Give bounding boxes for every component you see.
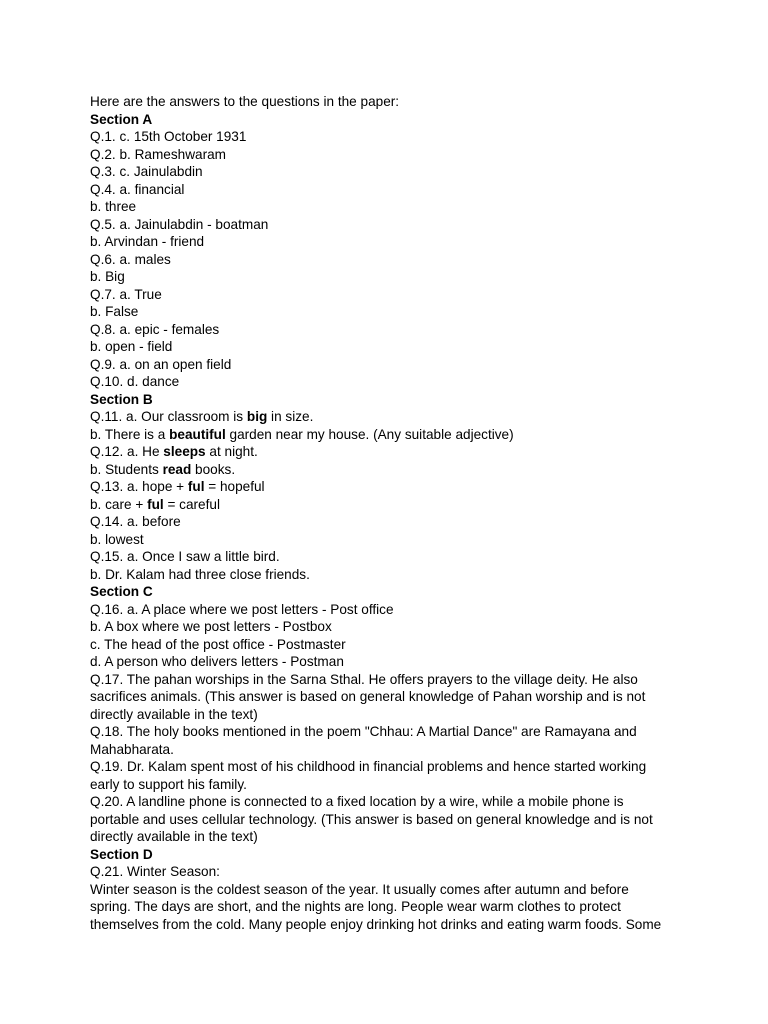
answer-text: books. <box>191 461 236 477</box>
bold-answer-word: ful <box>147 496 164 512</box>
answer-line <box>90 286 690 304</box>
answer-line <box>90 356 690 374</box>
answer-text: Mahabharata. <box>90 741 174 757</box>
answer-line <box>90 426 690 444</box>
answer-text: Q.20. A landline phone is connected to a fixed location by a wire, while a mobile phone is <box>90 794 624 809</box>
answer-text: Q.15. a. Once I saw a little bird. <box>90 549 280 564</box>
answer-line <box>90 916 690 934</box>
answer-line <box>90 233 690 251</box>
answer-text: Q.1. c. 15th October 1931 <box>90 129 247 144</box>
answer-line <box>90 303 690 321</box>
answer-text: Q.18. The holy books mentioned in the poem "Chhau: A Martial Dance" are Ramayana and <box>90 724 637 739</box>
answer-line <box>90 811 690 829</box>
answer-line <box>90 443 690 461</box>
answer-line <box>90 601 690 619</box>
answer-line <box>90 268 690 286</box>
answer-text: at night. <box>205 444 258 459</box>
answer-line <box>90 496 690 514</box>
answer-line <box>90 863 690 881</box>
answer-text: Q.6. a. males <box>90 251 171 267</box>
answer-text: b. open - field <box>90 339 173 354</box>
bold-answer-word: read <box>162 461 192 477</box>
answer-text: b. Arvindan - friend <box>90 234 205 249</box>
answer-text: = careful <box>163 496 220 512</box>
intro-line: Here are the answers to the questions in the paper: <box>90 94 400 109</box>
answer-line <box>90 688 690 706</box>
answer-document <box>90 93 690 933</box>
answer-line <box>90 776 690 794</box>
answer-line <box>90 723 690 741</box>
answer-text: Q.3. c. Jainulabdin <box>90 164 203 179</box>
answer-text: b. False <box>90 304 139 319</box>
bold-answer-word: ful <box>187 479 205 494</box>
answer-text: Q.12. a. He <box>90 444 164 459</box>
answer-line <box>90 898 690 916</box>
answer-line <box>90 373 690 391</box>
answer-line <box>90 163 690 181</box>
answer-text: Q.9. a. on an open field <box>90 356 232 372</box>
answer-text: b. Big <box>90 269 125 284</box>
answer-text: sacrifices animals. (This answer is based on general knowledge of Pahan worship and is not <box>90 689 646 704</box>
bold-answer-word: beautiful <box>169 426 226 442</box>
answer-text: Winter season is the coldest season of the year. It usually comes after autumn and before <box>90 881 629 897</box>
answer-text: early to support his family. <box>90 776 247 792</box>
section-heading: Section D <box>90 846 153 862</box>
answer-text: b. three <box>90 199 137 214</box>
answer-line <box>90 828 690 846</box>
answer-line <box>90 128 690 146</box>
bold-answer-word: sleeps <box>163 444 206 459</box>
answer-text: Q.21. Winter Season: <box>90 864 220 879</box>
answer-line <box>90 408 690 426</box>
answer-line <box>90 461 690 479</box>
answer-line <box>90 758 690 776</box>
answer-line <box>90 251 690 269</box>
answer-text: Q.7. a. True <box>90 286 162 302</box>
answer-text: directly available in the text) <box>90 706 258 722</box>
answer-text: portable and uses cellular technology. (This answer is based on general knowledge and is not <box>90 811 653 827</box>
answer-text: garden near my house. (Any suitable adjective) <box>225 426 514 442</box>
answer-line <box>90 566 690 584</box>
answer-text: Q.11. a. Our classroom is <box>90 409 247 424</box>
answer-text: b. A box where we post letters - Postbox <box>90 619 332 634</box>
answer-text: c. The head of the post office - Postmaster <box>90 636 346 652</box>
answer-line <box>90 671 690 689</box>
answer-line <box>90 478 690 496</box>
answer-text: in size. <box>267 409 314 424</box>
answer-text: Q.13. a. hope + <box>90 479 188 494</box>
answer-line <box>90 338 690 356</box>
answer-line <box>90 181 690 199</box>
section-heading: Section A <box>90 111 153 127</box>
answer-text: Q.14. a. before <box>90 514 181 529</box>
answer-line <box>90 216 690 234</box>
answer-line <box>90 653 690 671</box>
answer-text: Q.8. a. epic - females <box>90 321 220 337</box>
answer-text: Q.4. a. financial <box>90 181 185 197</box>
answer-line <box>90 741 690 759</box>
answer-line <box>90 548 690 566</box>
answer-text: b. Students <box>90 461 163 477</box>
answer-text: b. There is a <box>90 426 170 442</box>
answer-text: Q.10. d. dance <box>90 374 180 389</box>
answer-text: Q.2. b. Rameshwaram <box>90 146 226 162</box>
answer-line <box>90 321 690 339</box>
answer-line <box>90 198 690 216</box>
answer-text: directly available in the text) <box>90 829 258 844</box>
answer-line <box>90 618 690 636</box>
answer-line <box>90 146 690 164</box>
document-body <box>90 111 690 934</box>
answer-line <box>90 636 690 654</box>
section-heading: Section C <box>90 584 153 599</box>
answer-text: spring. The days are short, and the nights are long. People wear warm clothes to protect <box>90 899 621 914</box>
answer-line <box>90 793 690 811</box>
answer-text: b. lowest <box>90 531 144 547</box>
answer-text: b. care + <box>90 496 148 512</box>
bold-answer-word: big <box>246 409 268 424</box>
answer-text: b. Dr. Kalam had three close friends. <box>90 566 310 582</box>
answer-line <box>90 881 690 899</box>
answer-text: Q.16. a. A place where we post letters - Post office <box>90 601 394 617</box>
answer-line <box>90 513 690 531</box>
section-heading: Section B <box>90 391 153 407</box>
answer-text: = hopeful <box>204 479 265 494</box>
answer-text: Q.19. Dr. Kalam spent most of his childhood in financial problems and hence started working <box>90 759 647 774</box>
answer-line <box>90 531 690 549</box>
answer-text: Q.17. The pahan worships in the Sarna Sthal. He offers prayers to the village deity. He also <box>90 671 638 687</box>
answer-text: themselves from the cold. Many people enjoy drinking hot drinks and eating warm foods. Some <box>90 916 662 932</box>
answer-line <box>90 706 690 724</box>
answer-text: d. A person who delivers letters - Postman <box>90 654 344 669</box>
answer-text: Q.5. a. Jainulabdin - boatman <box>90 216 269 232</box>
